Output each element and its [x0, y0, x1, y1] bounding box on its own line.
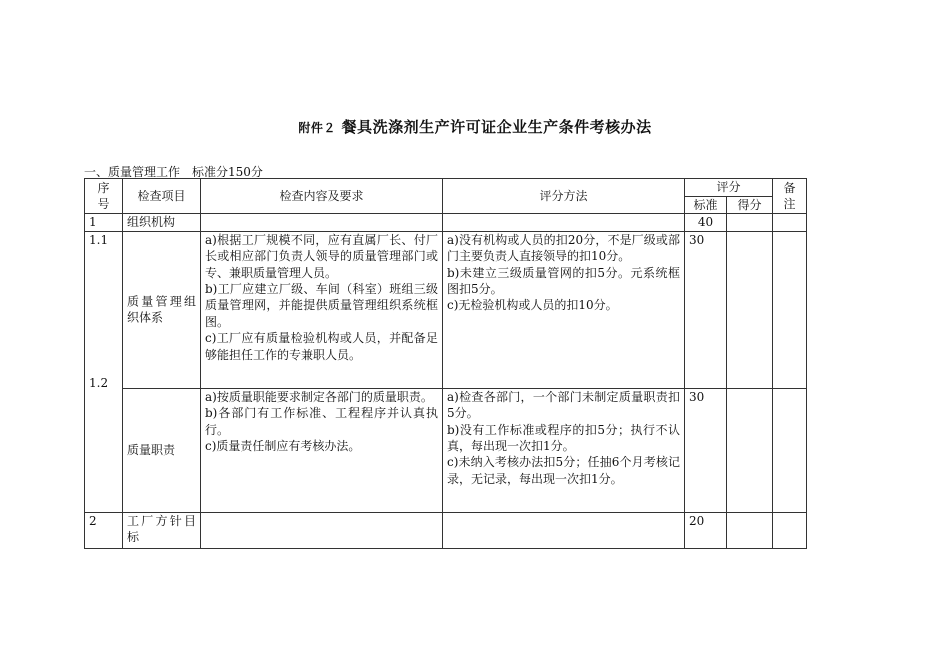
document-title [0, 116, 950, 137]
content-line-c: c)工厂应有质量检验机构或人员，并配备足够能担任工作的专兼职人员。 [205, 331, 438, 362]
method-line-a: a)没有机构或人员的扣20分，不是厂级或部门主要负责人直接领导的扣10分。 [447, 232, 680, 264]
header-standard: 标准 [685, 197, 727, 214]
title-main: 餐具洗涤剂生产许可证企业生产条件考核办法 [341, 118, 652, 136]
method-line-c: c)未纳入考核办法扣5分；任抽6个月考核记录，无记录，每出现一次扣1分。 [447, 455, 680, 486]
assessment-table [84, 178, 807, 549]
row-item: 质量职责 [123, 388, 201, 512]
row-got [727, 388, 773, 512]
section-heading: 一、质量管理工作 标准分150分 [84, 165, 263, 179]
row-item: 组织机构 [123, 214, 201, 231]
row-seq [85, 388, 123, 512]
row-content [201, 231, 443, 388]
row-seq: 2 [85, 512, 123, 548]
header-item: 检查项目 [123, 179, 201, 214]
header-seq: 序 号 [85, 179, 123, 214]
row-seq-secondary: 1.2 [89, 375, 109, 389]
method-line-a: a)检查各部门，一个部门未制定质量职责扣5分。 [447, 389, 680, 421]
title-prefix: 附件２ [298, 121, 336, 135]
row-method [443, 512, 685, 548]
row-got [727, 231, 773, 388]
row-item: 质量管理组织体系 [123, 231, 201, 388]
header-method: 评分方法 [443, 179, 685, 214]
header-score: 评分 [685, 179, 773, 197]
content-line-a: a)按质量职能要求制定各部门的质量职责。 [205, 389, 433, 404]
row-seq: 1 [85, 214, 123, 231]
row-standard: 30 [685, 231, 727, 388]
row-method [443, 231, 685, 388]
row-note [773, 231, 807, 388]
method-line-b: b)没有工作标准或程序的扣5分；执行不认真，每出现一次扣1分。 [447, 422, 680, 454]
row-standard: 30 [685, 388, 727, 512]
row-method [443, 214, 685, 231]
row-note [773, 512, 807, 548]
row-got [727, 214, 773, 231]
content-line-b: b)工厂应建立厂级、车间（科室）班组三级质量管理网，并能提供质量管理组织系统框图。 [205, 282, 438, 329]
header-got: 得分 [727, 197, 773, 214]
content-line-b: b)各部门有工作标准、工程程序并认真执行。 [205, 406, 438, 437]
header-content: 检查内容及要求 [201, 179, 443, 214]
row-note [773, 214, 807, 231]
table-row [85, 231, 807, 388]
table-row [85, 388, 807, 512]
table-row [85, 512, 807, 548]
row-content [201, 388, 443, 512]
row-note [773, 388, 807, 512]
row-standard: 40 [685, 214, 727, 231]
row-method [443, 388, 685, 512]
row-content [201, 214, 443, 231]
row-got [727, 512, 773, 548]
method-line-b: b)未建立三级质量管网的扣5分。元系统框图扣5分。 [447, 265, 680, 297]
method-line-c: c)无检验机构或人员的扣10分。 [447, 298, 618, 313]
header-row-1 [85, 179, 807, 197]
table-row [85, 214, 807, 231]
header-note: 备 注 [773, 179, 807, 214]
row-standard: 20 [685, 512, 727, 548]
content-line-a: a)根据工厂规模不同，应有直属厂长、付厂长或相应部门负责人领导的质量管理部门或专、兼职质量管理人员。 [205, 232, 438, 280]
row-content [201, 512, 443, 548]
row-seq: 1.1 1.2 [85, 231, 123, 388]
row-item: 工厂方针目标 [123, 512, 201, 548]
content-line-c: c)质量责任制应有考核办法。 [205, 439, 361, 454]
